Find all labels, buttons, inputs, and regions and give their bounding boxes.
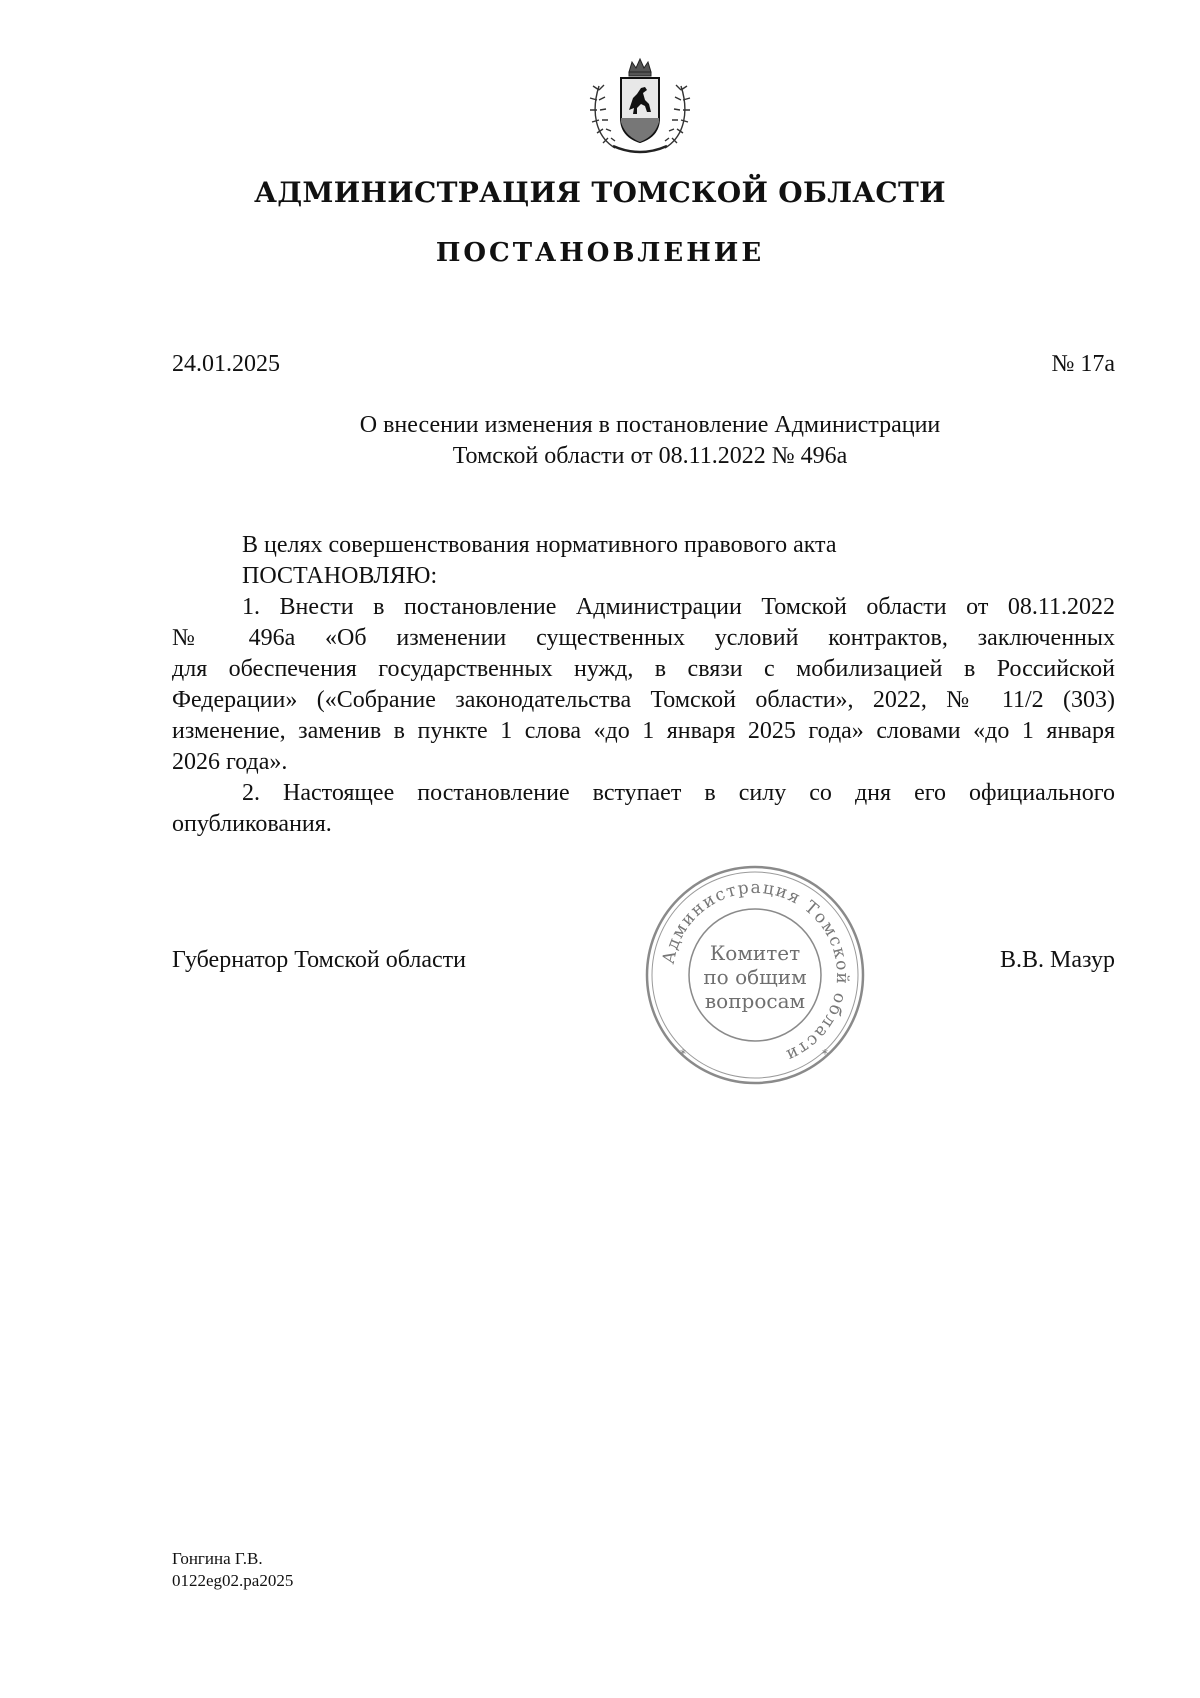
signatory-role: Губернатор Томской области <box>172 947 466 973</box>
official-stamp <box>640 860 870 1090</box>
stamp-ring-text: Администрация Томской области <box>658 877 853 1066</box>
coat-of-arms-icon <box>585 56 695 160</box>
stamp-center-line: вопросам <box>704 989 806 1013</box>
executor-name: Гонгина Г.В. <box>172 1549 263 1568</box>
stamp-center-line: по общим <box>703 965 807 989</box>
document-number: № 17а <box>1051 351 1115 377</box>
item-2-line: опубликования. <box>172 811 332 837</box>
resolve-word: ПОСТАНОВЛЯЮ: <box>242 563 438 589</box>
item-2-line: 2. Настоящее постановление вступает в силу со дня его официального <box>242 780 1115 806</box>
svg-text:*: * <box>822 1047 828 1061</box>
item-1-line: изменение, заменив в пункте 1 слова «до 1 января 2025 года» словами «до 1 января <box>172 718 1115 744</box>
item-1-line: 1. Внести в постановление Администрации Томской области от 08.11.2022 <box>242 594 1115 620</box>
item-1-line: 2026 года». <box>172 749 288 775</box>
item-1-line: Федерации» («Собрание законодательства Томской области», 2022, № 11/2 (303) <box>172 687 1115 713</box>
signatory-name: В.В. Мазур <box>1000 947 1115 973</box>
subject-line: О внесении изменения в постановление Администрации <box>359 412 941 438</box>
document-type: ПОСТАНОВЛЕНИЕ <box>435 238 765 268</box>
document-date: 24.01.2025 <box>172 351 280 377</box>
executor-code: 0122eg02.pa2025 <box>172 1571 294 1590</box>
intro-paragraph: В целях совершенствования нормативного правового акта <box>242 532 837 558</box>
executor-info <box>172 1548 293 1592</box>
item-1 <box>172 592 1115 778</box>
item-1-line: для обеспечения государственных нужд, в связи с мобилизацией в Российской <box>172 656 1115 682</box>
item-2 <box>172 778 1115 840</box>
document-subject <box>260 410 1040 472</box>
organization-name: АДМИНИСТРАЦИЯ ТОМСКОЙ ОБЛАСТИ <box>254 176 946 209</box>
subject-line: Томской области от 08.11.2022 № 496а <box>452 443 848 469</box>
stamp-center-line: Комитет <box>709 941 801 965</box>
item-1-line: № 496а «Об изменении существенных условий контрактов, заключенных <box>172 625 1115 651</box>
document-body <box>172 530 1115 840</box>
svg-text:*: * <box>680 1047 686 1061</box>
